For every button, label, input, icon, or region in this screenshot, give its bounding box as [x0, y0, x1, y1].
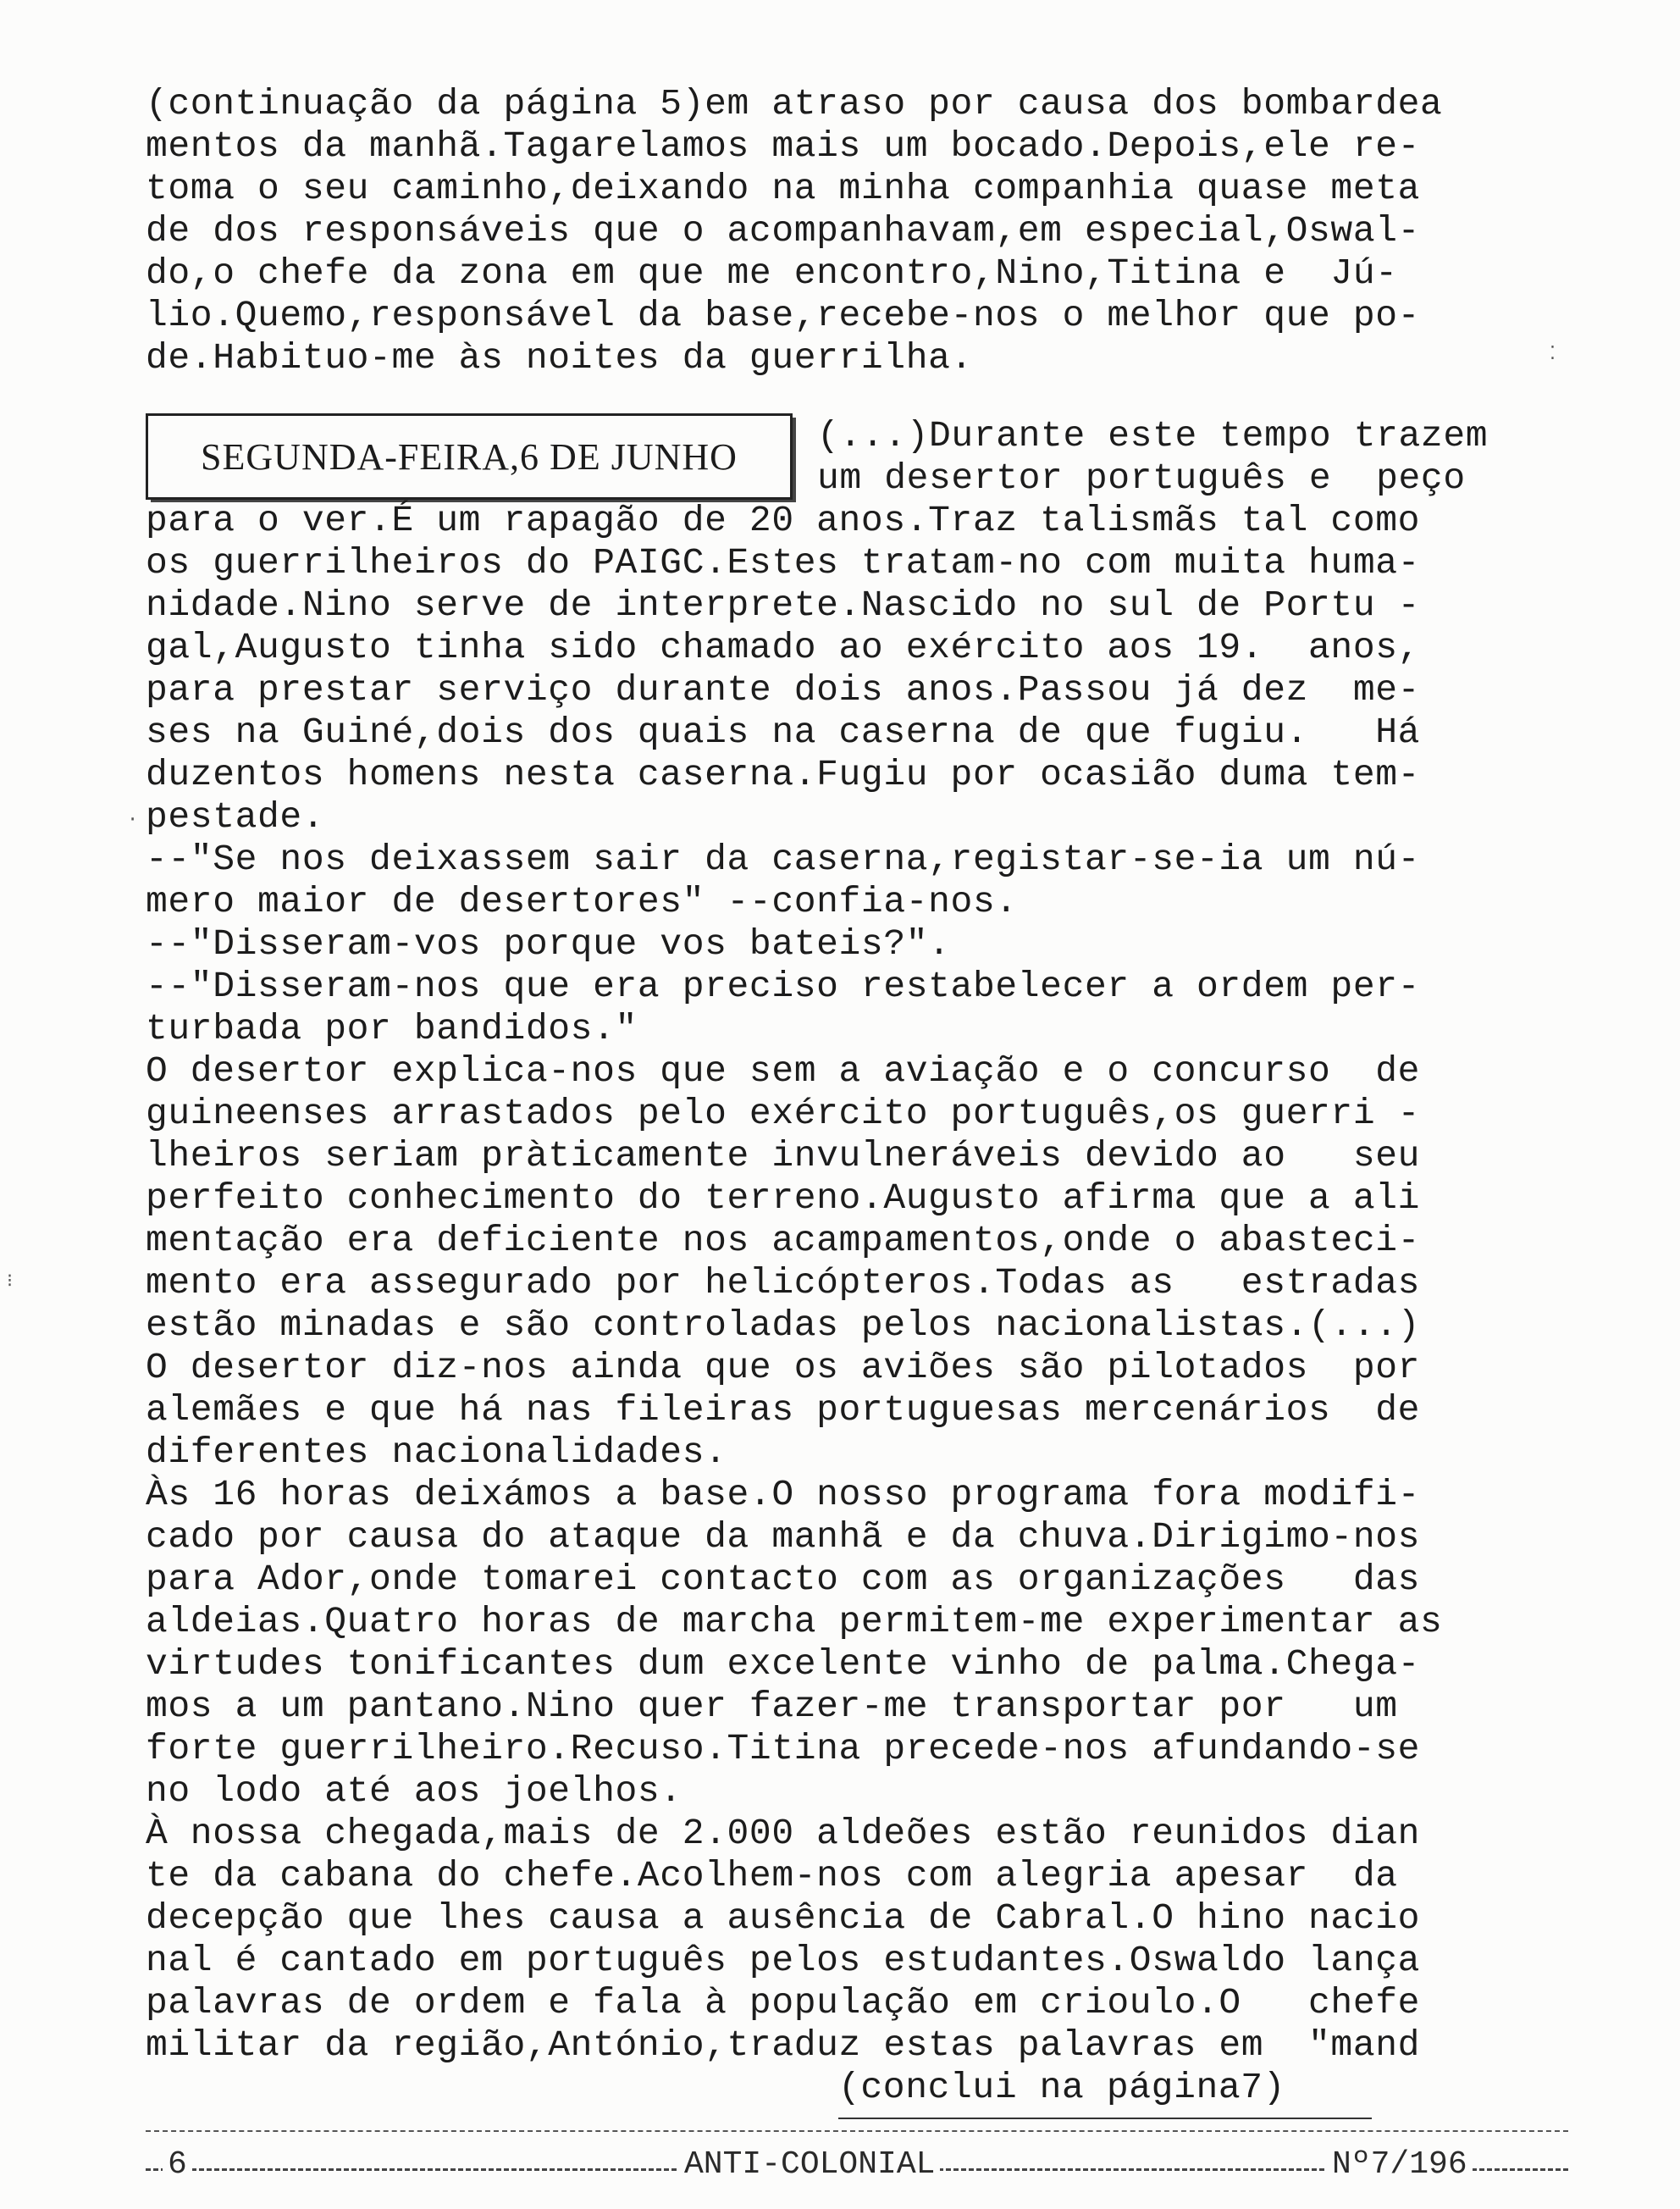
- text-line: nidade.Nino serve de interprete.Nascido no sul de Portu -: [146, 584, 1421, 626]
- page-footer: [146, 2146, 1568, 2189]
- text-line: --"Se nos deixassem sair da caserna,registar-se-ia um nú-: [146, 839, 1421, 880]
- text-line: do,o chefe da zona em que me encontro,Nino,Titina e Jú-: [146, 252, 1398, 294]
- text-line: cado por causa do ataque da manhã e da chuva.Dirigimo-nos: [146, 1516, 1421, 1558]
- text-line: no lodo até aos joelhos.: [146, 1770, 682, 1812]
- text-line: aldeias.Quatro horas de marcha permitem-me experimentar as: [146, 1601, 1443, 1642]
- continuation-underline: [838, 2118, 1372, 2119]
- text-line: para o ver.É um rapagão de 20 anos.Traz talismãs tal como: [146, 500, 1421, 541]
- text-line: militar da região,António,traduz estas palavras em "mand: [146, 2024, 1421, 2066]
- text-line: gal,Augusto tinha sido chamado ao exército aos 19. anos,: [146, 627, 1421, 668]
- date-heading: SEGUNDA-FEIRA,6 DE JUNHO: [201, 435, 738, 478]
- text-line: mento era assegurado por helicópteros.Todas as estradas: [146, 1262, 1421, 1304]
- text-line: turbada por bandidos.": [146, 1008, 638, 1049]
- text-line: pestade.: [146, 796, 325, 838]
- text-line: Às 16 horas deixámos a base.O nosso programa fora modifi-: [146, 1474, 1421, 1515]
- continuation-note: (conclui na página7): [838, 2067, 1286, 2108]
- text-line: mentos da manhã.Tagarelamos mais um bocado.Depois,ele re-: [146, 125, 1421, 167]
- footer-issue: Nº7/196: [1327, 2146, 1473, 2183]
- text-line: lheiros seriam pràticamente invulneráveis devido ao seu: [146, 1135, 1421, 1176]
- footer-page-number: 6: [163, 2146, 192, 2183]
- text-line: te da cabana do chefe.Acolhem-nos com alegria apesar da: [146, 1855, 1398, 1896]
- text-line: mero maior de desertores" --confia-nos.: [146, 881, 1018, 922]
- text-line: ses na Guiné,dois dos quais na caserna de que fugiu. Há: [146, 711, 1421, 753]
- text-line: (...)Durante este tempo trazem: [817, 415, 1489, 457]
- text-line: O desertor explica-nos que sem a aviação e o concurso de: [146, 1050, 1421, 1092]
- text-line: O desertor diz-nos ainda que os aviões são pilotados por: [146, 1347, 1421, 1388]
- scan-speck: ⁝: [7, 1271, 13, 1293]
- footer-top-rule: [146, 2130, 1568, 2132]
- text-line: forte guerrilheiro.Recuso.Titina precede-nos afundando-se: [146, 1728, 1421, 1769]
- text-line: mos a um pantano.Nino quer fazer-me transportar por um: [146, 1686, 1398, 1727]
- text-line: alemães e que há nas fileiras portuguesas mercenários de: [146, 1389, 1421, 1431]
- text-line: decepção que lhes causa a ausência de Cabral.O hino nacio: [146, 1897, 1421, 1939]
- text-line: (continuação da página 5)em atraso por causa dos bombardea: [146, 83, 1443, 125]
- text-line: um desertor português e peço: [817, 457, 1466, 499]
- text-line: À nossa chegada,mais de 2.000 aldeões estão reunidos dian: [146, 1813, 1421, 1854]
- text-line: diferentes nacionalidades.: [146, 1431, 727, 1473]
- text-line: de dos responsáveis que o acompanhavam,em especial,Oswal-: [146, 210, 1421, 252]
- text-line: palavras de ordem e fala à população em crioulo.O chefe: [146, 1982, 1421, 2024]
- text-line: perfeito conhecimento do terreno.Augusto afirma que a ali: [146, 1177, 1421, 1219]
- text-line: guineenses arrastados pelo exército português,os guerri -: [146, 1093, 1421, 1134]
- text-line: mentação era deficiente nos acampamentos,onde o abasteci-: [146, 1220, 1421, 1261]
- text-line: --"Disseram-vos porque vos bateis?".: [146, 923, 951, 965]
- text-line: os guerrilheiros do PAIGC.Estes tratam-no com muita huma-: [146, 542, 1421, 584]
- text-line: virtudes tonificantes dum excelente vinho de palma.Chega-: [146, 1643, 1421, 1685]
- text-line: estão minadas e são controladas pelos nacionalistas.(...): [146, 1304, 1421, 1346]
- text-line: duzentos homens nesta caserna.Fugiu por ocasião duma tem-: [146, 754, 1421, 795]
- scan-speck: ⁚: [1550, 344, 1556, 365]
- text-line: para Ador,onde tomarei contacto com as organizações das: [146, 1558, 1421, 1600]
- text-line: lio.Quemo,responsável da base,recebe-nos o melhor que po-: [146, 295, 1421, 336]
- text-line: nal é cantado em português pelos estudantes.Oswaldo lança: [146, 1940, 1421, 1981]
- date-heading-box: [146, 413, 793, 500]
- scan-speck: ·: [127, 809, 139, 830]
- text-line: --"Disseram-nos que era preciso restabelecer a ordem per-: [146, 966, 1421, 1007]
- footer-publication: ANTI-COLONIAL: [679, 2146, 940, 2183]
- text-line: toma o seu caminho,deixando na minha companhia quase meta: [146, 168, 1421, 209]
- text-line: de.Habituo-me às noites da guerrilha.: [146, 337, 973, 379]
- text-line: para prestar serviço durante dois anos.Passou já dez me-: [146, 669, 1421, 711]
